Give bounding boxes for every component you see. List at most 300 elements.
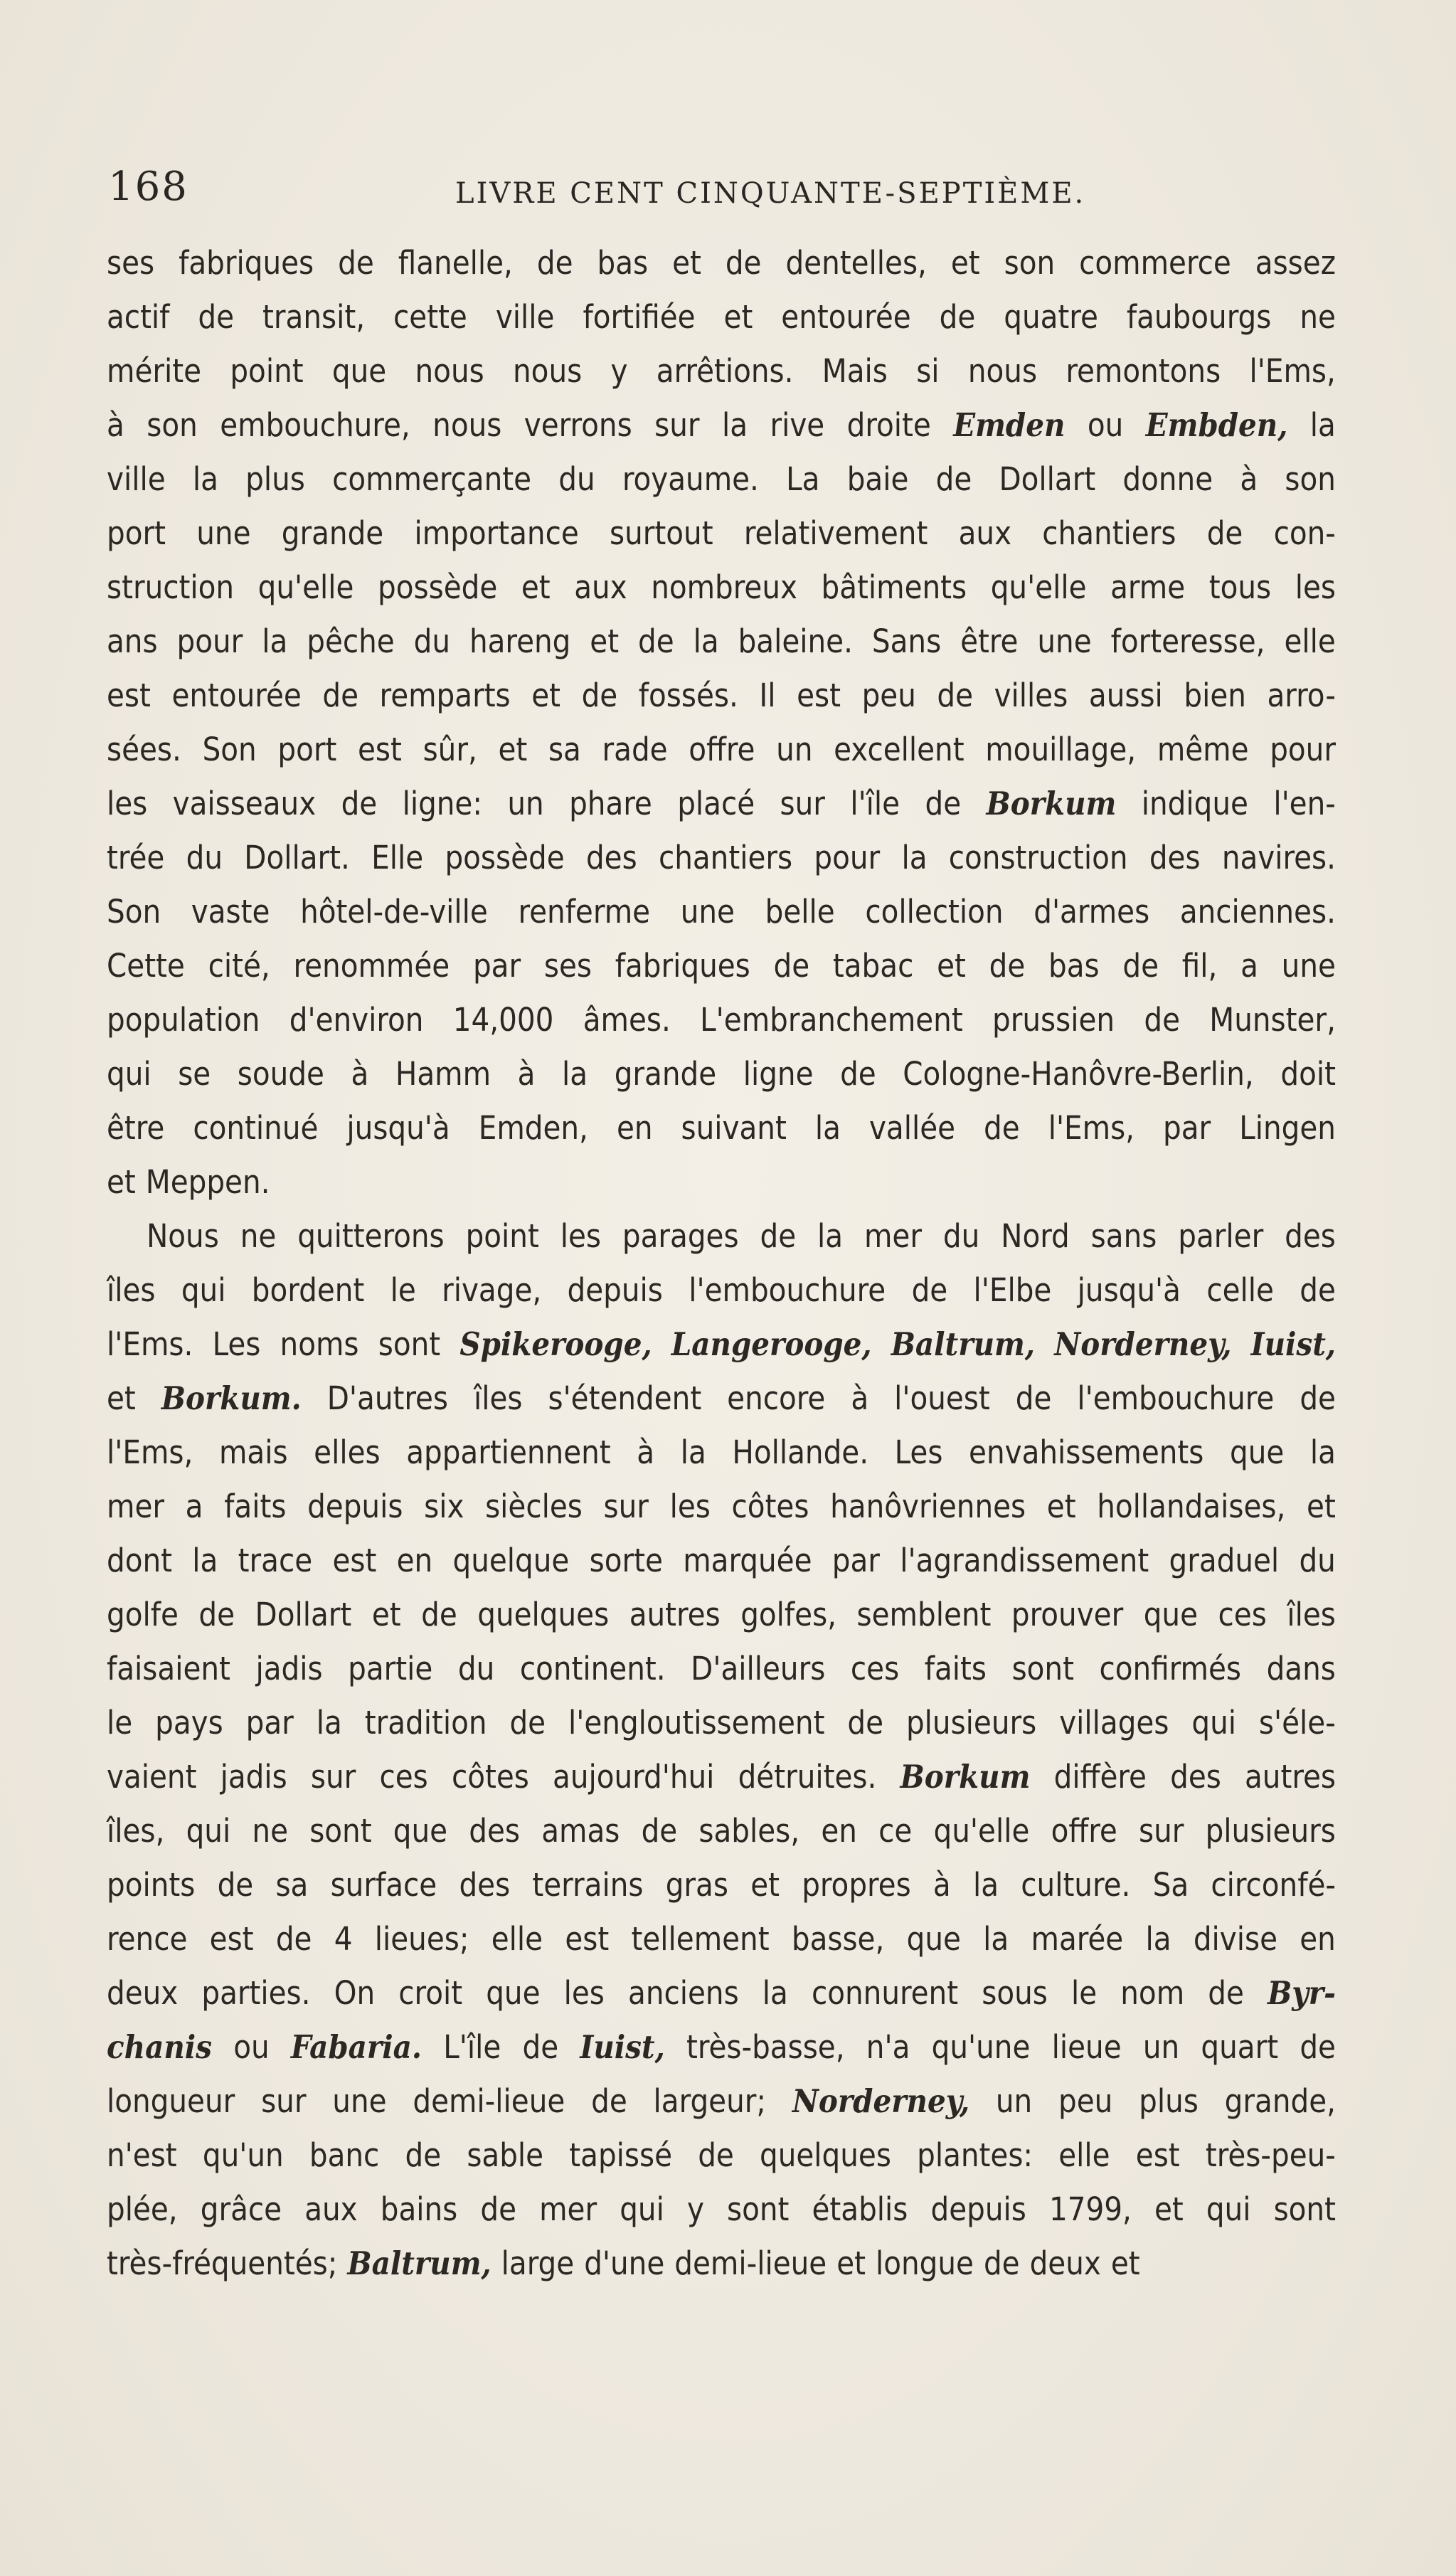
word: mouillage, <box>985 731 1137 768</box>
word: de <box>925 785 962 822</box>
word: verrons <box>524 406 632 444</box>
word: demi-lieue <box>674 2244 827 2282</box>
word: ou <box>233 2028 270 2066</box>
word: la <box>983 1920 1009 1958</box>
word: offre <box>1051 1812 1117 1850</box>
text-line <box>107 1047 1336 1101</box>
word: de <box>725 244 762 282</box>
word: bas <box>1048 947 1100 985</box>
text-line <box>107 507 1336 561</box>
word: est <box>1135 2136 1180 2174</box>
word: autres <box>629 1596 721 1633</box>
word: l'embouchure <box>689 1271 886 1309</box>
word: très-fréquentés; <box>107 2244 338 2282</box>
word: autres <box>1245 1758 1336 1796</box>
word: de <box>698 2136 734 2174</box>
word: siècles <box>485 1488 583 1525</box>
word: cité, <box>208 947 270 985</box>
word: Lingen <box>1239 1109 1336 1147</box>
word: la <box>680 1433 706 1471</box>
word: sous <box>982 1974 1048 2012</box>
text-line <box>107 1372 1336 1426</box>
word: de <box>1300 1271 1336 1309</box>
word: un <box>776 731 813 768</box>
word: îles, <box>107 1812 165 1850</box>
word: et <box>723 298 753 336</box>
word: mer <box>863 1217 922 1255</box>
text-line <box>107 615 1336 669</box>
word: appartiennent <box>406 1433 611 1471</box>
word: royaume. <box>622 460 759 498</box>
word: continué <box>193 1109 319 1147</box>
word: possède <box>378 568 498 606</box>
word: sorte <box>589 1542 663 1579</box>
word: pays <box>155 1704 223 1742</box>
word: marquée <box>683 1542 812 1579</box>
word: Dollart <box>255 1596 352 1633</box>
word: nombreux <box>651 568 797 606</box>
page-header <box>100 162 1366 226</box>
word: de <box>1015 1379 1052 1417</box>
text-line <box>107 1642 1336 1696</box>
italic-word: Byr- <box>1268 1974 1336 2012</box>
word: cette <box>393 298 467 336</box>
word: à <box>351 1055 369 1093</box>
word: propres <box>802 1866 911 1904</box>
word: faubourgs <box>1126 298 1272 336</box>
word: que <box>1229 1433 1285 1471</box>
word: la <box>901 839 928 876</box>
word: de <box>480 2190 516 2228</box>
word: bains <box>380 2190 458 2228</box>
word: point <box>230 352 304 390</box>
word: rivage, <box>442 1271 542 1309</box>
word: que <box>1143 1596 1199 1633</box>
text-line <box>107 452 1336 507</box>
word: diffère <box>1053 1758 1147 1796</box>
word: bâtiments <box>821 568 967 606</box>
word: Cette <box>107 947 185 985</box>
word: et <box>1307 1488 1336 1525</box>
word: sées. <box>107 731 181 768</box>
word: Munster, <box>1209 1001 1336 1039</box>
word: du <box>457 1650 495 1687</box>
word: collection <box>865 893 1004 931</box>
word: nous <box>432 406 502 444</box>
word: est <box>358 731 402 768</box>
word: depuis <box>930 2190 1026 2228</box>
text-line <box>107 2074 1336 2129</box>
word: trée <box>107 839 165 876</box>
word: indique <box>1141 785 1248 822</box>
word: est <box>107 677 151 714</box>
word: une <box>680 893 735 931</box>
word: doit <box>1280 1055 1336 1093</box>
word: suivant <box>681 1109 787 1147</box>
word: Sans <box>871 622 942 660</box>
word: offre <box>689 731 755 768</box>
italic-word: Norderney, <box>1054 1325 1232 1363</box>
word: ans <box>107 622 158 660</box>
word: plée, <box>107 2190 178 2228</box>
word: noms <box>280 1325 359 1363</box>
word: construction <box>948 839 1128 876</box>
word: ligne <box>743 1055 814 1093</box>
word: croit <box>398 1974 463 2012</box>
word: la <box>762 1974 788 2012</box>
text-line <box>107 939 1336 993</box>
word: 14,000 <box>452 1001 554 1039</box>
word: 1799, <box>1048 2190 1132 2228</box>
word: encore <box>727 1379 826 1417</box>
word: jadis <box>220 1758 287 1796</box>
word: un <box>995 2082 1033 2120</box>
word: de <box>638 622 674 660</box>
word: des <box>585 839 637 876</box>
word: à <box>1240 460 1258 498</box>
word: remontons <box>1066 352 1221 390</box>
word: hareng <box>469 622 571 660</box>
word: relativement <box>743 514 928 552</box>
word: est <box>209 1920 254 1958</box>
italic-word: chanis <box>107 2028 212 2066</box>
word: l'agrandissement <box>900 1542 1149 1579</box>
text-line <box>107 1588 1336 1642</box>
word: de <box>641 1812 678 1850</box>
word: y <box>610 352 628 390</box>
italic-word: Spikerooge, <box>459 1325 652 1363</box>
word: des <box>1285 1217 1336 1255</box>
word: que <box>393 1812 448 1850</box>
word: remparts <box>379 677 511 714</box>
word: navires. <box>1221 839 1336 876</box>
word: de <box>341 785 378 822</box>
word: faisaient <box>107 1650 230 1687</box>
word: L'embranchement <box>700 1001 963 1039</box>
word: détruites. <box>738 1758 877 1796</box>
word: ligne: <box>402 785 482 822</box>
word: quatre <box>1004 298 1098 336</box>
word: et <box>750 1866 780 1904</box>
word: de <box>198 298 235 336</box>
word: de <box>591 2082 627 2120</box>
italic-word: Baltrum, <box>347 2244 491 2282</box>
word: l'ouest <box>894 1379 990 1417</box>
word: large <box>501 2244 575 2282</box>
word: lieues; <box>374 1920 469 1958</box>
word: par <box>1163 1109 1211 1147</box>
word: sont <box>1273 2190 1336 2228</box>
word: la <box>972 1866 999 1904</box>
word: îles <box>1287 1596 1336 1633</box>
word: l'embouchure <box>1077 1379 1275 1417</box>
word: D'autres <box>326 1379 449 1417</box>
word: villages <box>1059 1704 1169 1742</box>
word: sur <box>310 1758 356 1796</box>
word: vaisseaux <box>172 785 317 822</box>
word: villes <box>994 677 1068 714</box>
word: quelques <box>477 1596 610 1633</box>
word: assez <box>1255 244 1336 282</box>
word: à <box>517 1055 536 1093</box>
text-line <box>107 398 1336 452</box>
word: deux <box>107 1974 179 2012</box>
word: aujourd'hui <box>553 1758 715 1796</box>
word: Elle <box>371 839 424 876</box>
word: port <box>107 514 166 552</box>
word: y <box>686 2190 704 2228</box>
word: et <box>937 947 966 985</box>
text-line <box>107 2129 1336 2183</box>
word: dentelles, <box>785 244 927 282</box>
word: l'Ems, <box>1048 1109 1135 1147</box>
word: pour <box>814 839 881 876</box>
word: belle <box>765 893 835 931</box>
word: quart <box>1201 2028 1279 2066</box>
word: Nord <box>1001 1217 1070 1255</box>
word: son <box>1004 244 1056 282</box>
word: mer <box>107 1488 164 1525</box>
word: grâce <box>200 2190 282 2228</box>
word: les <box>107 785 148 822</box>
text-line <box>107 885 1336 939</box>
word: du <box>186 839 223 876</box>
italic-word: Norderney, <box>792 2082 970 2120</box>
word: à <box>107 406 124 444</box>
word: la <box>693 622 719 660</box>
word: con- <box>1273 514 1336 552</box>
word: rence <box>107 1920 188 1958</box>
word: ce <box>878 1812 913 1850</box>
word: hanôvriennes <box>830 1488 1026 1525</box>
text-line <box>107 831 1336 885</box>
word: de <box>847 1704 884 1742</box>
word: plusieurs <box>1205 1812 1336 1850</box>
word: quelque <box>452 1542 570 1579</box>
word: par <box>472 947 521 985</box>
word: Il <box>759 677 776 714</box>
word: une <box>332 2082 387 2120</box>
word: port <box>277 731 337 768</box>
word: que <box>331 352 387 390</box>
word: grande <box>281 514 384 552</box>
word: hollandaises, <box>1097 1488 1286 1525</box>
word: rive <box>770 406 825 444</box>
word: en <box>821 1812 857 1850</box>
word: que <box>906 1920 961 1958</box>
italic-word: Borkum <box>900 1758 1031 1796</box>
italic-word: Fabaria. <box>290 2028 422 2066</box>
word: un <box>1142 2028 1180 2066</box>
word: confirmés <box>1099 1650 1242 1687</box>
word: ville <box>495 298 555 336</box>
word: les <box>560 1217 601 1255</box>
word: struction <box>107 568 235 606</box>
word: arro- <box>1267 677 1336 714</box>
word: qu'elle <box>933 1812 1030 1850</box>
word: a <box>185 1488 203 1525</box>
word: de <box>522 2028 559 2066</box>
word: baleine. <box>738 622 853 660</box>
word: prouver <box>1011 1596 1124 1633</box>
word: sur <box>780 785 825 822</box>
word: sûr, <box>423 731 477 768</box>
word: s'étendent <box>548 1379 702 1417</box>
italic-word: Embden, <box>1145 406 1288 444</box>
word: d'une <box>584 2244 665 2282</box>
word: la <box>1145 1920 1171 1958</box>
word: sont <box>727 2190 790 2228</box>
word: surface <box>330 1866 437 1904</box>
word: arme <box>1110 568 1186 606</box>
text-line <box>107 1318 1336 1372</box>
word: golfes, <box>740 1596 837 1633</box>
word: depuis <box>567 1271 663 1309</box>
word: quitterons <box>297 1217 445 1255</box>
word: la <box>192 460 218 498</box>
word: de <box>581 677 618 714</box>
word: à <box>932 1866 951 1904</box>
word: de <box>509 1704 546 1742</box>
text-line <box>107 1101 1336 1155</box>
word: de <box>405 2136 442 2174</box>
word: mérite <box>107 352 202 390</box>
word: du <box>1299 1542 1336 1579</box>
word: jusqu'à <box>346 1109 450 1147</box>
word: de <box>198 1596 235 1633</box>
text-line <box>107 1750 1336 1804</box>
word: Hamm <box>395 1055 491 1093</box>
word: du <box>413 622 451 660</box>
word: mais <box>218 1433 288 1471</box>
word: bas <box>597 244 649 282</box>
word: point <box>465 1217 539 1255</box>
page-number: 168 <box>108 164 188 210</box>
word: se <box>178 1055 211 1093</box>
word: jusqu'à <box>1077 1271 1181 1309</box>
word: fabriques <box>179 244 314 282</box>
word: ces <box>379 1758 428 1796</box>
text-line <box>107 561 1336 615</box>
word: qu'un <box>202 2136 284 2174</box>
word: depuis <box>307 1488 403 1525</box>
text-line <box>107 1804 1336 1858</box>
word: aux <box>958 514 1012 552</box>
word: que <box>486 1974 541 2012</box>
italic-word: Iuist, <box>580 2028 665 2066</box>
word: phare <box>569 785 652 822</box>
word: banc <box>309 2136 380 2174</box>
word: sables, <box>698 1812 800 1850</box>
word: la <box>721 406 748 444</box>
word: rade <box>602 731 668 768</box>
word: semblent <box>856 1596 992 1633</box>
word: droite <box>846 406 931 444</box>
word: du <box>942 1217 980 1255</box>
word: prussien <box>992 1001 1115 1039</box>
word: îles <box>107 1271 156 1309</box>
word: et <box>1110 2244 1140 2282</box>
word: un <box>507 785 544 822</box>
word: nom <box>1120 1974 1185 2012</box>
word: transit, <box>262 298 366 336</box>
word: La <box>786 460 820 498</box>
word: pour <box>1270 731 1336 768</box>
word: chantiers <box>658 839 793 876</box>
word: tellement <box>631 1920 770 1958</box>
word: l'Elbe <box>973 1271 1052 1309</box>
body-text <box>107 236 1336 2291</box>
word: ces <box>850 1650 900 1687</box>
word: grande <box>614 1055 717 1093</box>
word: longue <box>875 2244 974 2282</box>
word: de <box>1206 514 1243 552</box>
word: qui <box>181 1271 226 1309</box>
word: renommée <box>293 947 450 985</box>
word: sur <box>654 406 700 444</box>
word: D'ailleurs <box>691 1650 826 1687</box>
italic-word: Iuist, <box>1250 1325 1336 1363</box>
word: de <box>536 244 573 282</box>
word: et <box>371 1596 401 1633</box>
word: qu'une <box>931 2028 1031 2066</box>
word: fossés. <box>638 677 738 714</box>
word: vallée <box>868 1109 956 1147</box>
word: entourée <box>781 298 911 336</box>
word: grande, <box>1224 2082 1336 2120</box>
word: de <box>1300 2028 1336 2066</box>
word: sur <box>603 1488 649 1525</box>
word: Nous <box>147 1217 219 1255</box>
word: arrêtions. <box>656 352 794 390</box>
word: tradition <box>364 1704 487 1742</box>
word: sa <box>548 731 581 768</box>
word: et <box>836 2244 866 2282</box>
word: l'Ems, <box>1249 352 1336 390</box>
word: qui <box>1191 1704 1236 1742</box>
word: ses <box>107 244 155 282</box>
word: de <box>1122 947 1159 985</box>
word: Les <box>212 1325 261 1363</box>
word: l'Ems, <box>107 1433 193 1471</box>
word: à <box>637 1433 655 1471</box>
word: une <box>196 514 251 552</box>
text-line <box>107 723 1336 777</box>
word: côtes <box>731 1488 809 1525</box>
word: de <box>984 1109 1020 1147</box>
word: points <box>107 1866 196 1904</box>
word: les <box>563 1974 605 2012</box>
word: n'est <box>107 2136 177 2174</box>
word: quelques <box>760 2136 891 2174</box>
word: Dollart. <box>244 839 350 876</box>
word: parages <box>622 1217 739 1255</box>
word: la <box>262 622 288 660</box>
word: peu <box>1058 2082 1113 2120</box>
word: possède <box>445 839 565 876</box>
word: aussi <box>1088 677 1163 714</box>
word: aux <box>574 568 627 606</box>
word: l'engloutissement <box>568 1704 825 1742</box>
word: 4 <box>334 1920 353 1958</box>
word: dont <box>107 1542 172 1579</box>
word: l'Ems. <box>107 1325 193 1363</box>
word: en <box>616 1109 653 1147</box>
word: n'a <box>866 2028 910 2066</box>
word: et <box>107 1163 136 1201</box>
word: par <box>245 1704 294 1742</box>
text-line <box>107 1209 1336 1263</box>
